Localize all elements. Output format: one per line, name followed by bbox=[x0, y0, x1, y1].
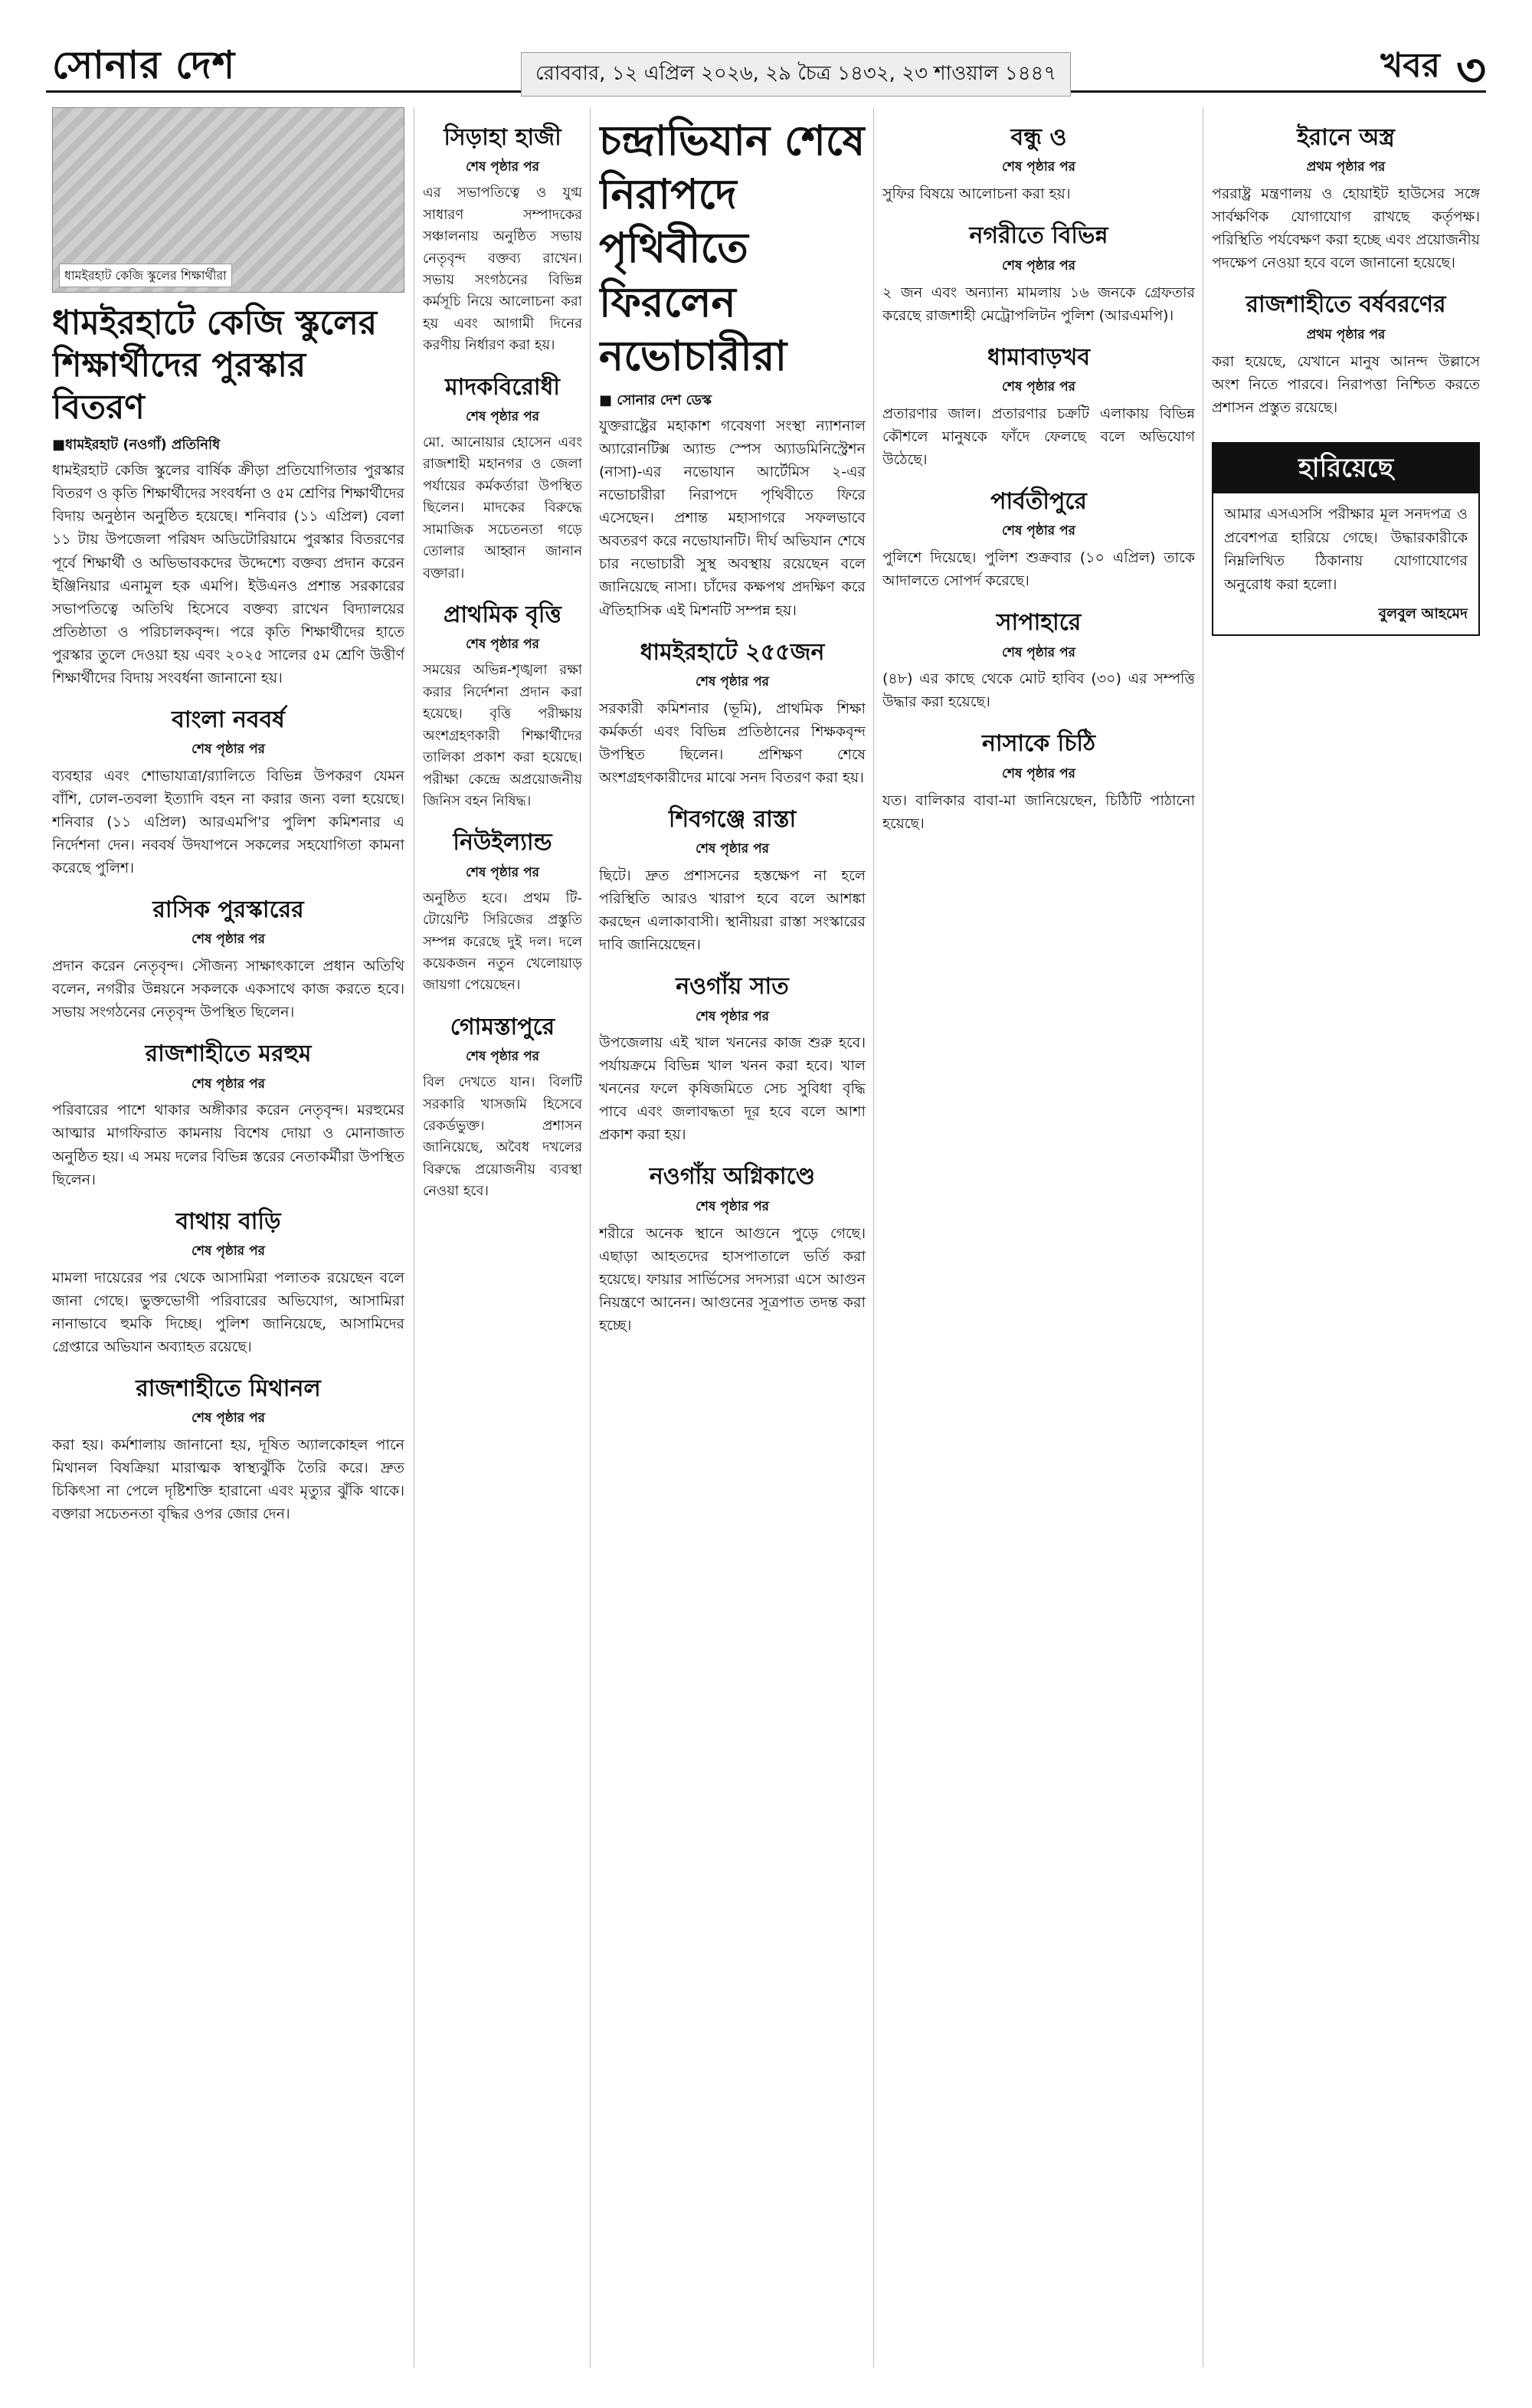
story-body: এর সভাপতিত্বে ও যুগ্ম সাধারণ সম্পাদকের সঞ্চালনায় অনুষ্ঠিত সভায় নেতৃবৃন্দ বক্তব্য রাখেন। সভায় সংগঠনের বিভিন্ন কর্মসূচি নিয়ে আলোচনা করা হয় এবং আগামী দিনের করণীয় নির্ধারণ করা হয়। bbox=[423, 185, 582, 354]
continued-label: শেষ পৃষ্ঠার পর bbox=[1002, 523, 1075, 539]
classified-body: আমার এসএসসি পরীক্ষার মূল সনদপত্র ও প্রবেশপত্র হারিয়ে গেছে। উদ্ধারকারীকে নিম্নলিখিত ঠিকানায় যোগাযোগের অনুরোধ করা হলো। bbox=[1224, 506, 1468, 593]
masthead bbox=[46, 35, 1486, 97]
story-headline: বাংলা নববর্ষ bbox=[172, 706, 285, 733]
continued-label: শেষ পৃষ্ঠার পর bbox=[192, 1076, 265, 1092]
column-2 bbox=[423, 107, 582, 2367]
continued-label: শেষ পৃষ্ঠার পর bbox=[192, 1410, 265, 1427]
continued-label: শেষ পৃষ্ঠার পর bbox=[466, 637, 539, 653]
continued-label: শেষ পৃষ্ঠার পর bbox=[1002, 765, 1075, 781]
story-body: ছিটে। দ্রুত প্রশাসনের হস্তক্ষেপ না হলে পরিস্থিতি আরও খারাপ হবে বলে আশঙ্কা করছেন এলাকাবাসী। স্থানীয়রা রাস্তা সংস্কারের দাবি জানিয়েছেন। bbox=[599, 867, 866, 954]
story-body: মো. আনোয়ার হোসেন এবং রাজশাহী মহানগর ও জেলা পর্যায়ের কর্মকর্তারা উপস্থিত ছিলেন। মাদকের বিরুদ্ধে সামাজিক সচেতনতা গড়ে তোলার আহ্বান জানান বক্তারা। bbox=[423, 434, 582, 582]
page-number: ৩ bbox=[1455, 44, 1486, 97]
photo-caption: ধামইরহাট কেজি স্কুলের শিক্ষার্থীরা bbox=[59, 264, 232, 287]
newspaper-logo: সোনার দেশ bbox=[52, 42, 236, 87]
story-body: সুফির বিষয়ে আলোচনা করা হয়। bbox=[882, 185, 1071, 203]
story-body: পুলিশে দিয়েছে। পুলিশ শুক্রবার (১০ এপ্রিল) তাকে আদালতে সোপর্দ করেছে। bbox=[882, 549, 1195, 590]
section-name: খবর bbox=[1380, 46, 1440, 85]
classified-signature: বুলবুল আহমেদ bbox=[1378, 604, 1468, 622]
story-headline: বাথায় বাড়ি bbox=[175, 1207, 281, 1235]
story-headline: রাজশাহীতে মরহুম bbox=[145, 1040, 312, 1068]
story-headline: শিবগঞ্জে রাস্তা bbox=[668, 805, 797, 833]
story-headline: গোমস্তাপুরে bbox=[450, 1013, 555, 1040]
column-rule bbox=[590, 107, 591, 2367]
story-body: উপজেলায় এই খাল খননের কাজ শুরু হবে। পর্যায়ক্রমে বিভিন্ন খাল খনন করা হবে। খাল খননের ফলে কৃষিজমিতে সেচ সুবিধা বৃদ্ধি পাবে এবং জলাবদ্ধতা দূর হবে বলে আশা প্রকাশ করা হয়। bbox=[599, 1034, 866, 1144]
classified-title: হারিয়েছে bbox=[1213, 444, 1478, 494]
story-headline: সিড়াহা হাজী bbox=[444, 124, 561, 151]
story-body: করা হয়েছে, যেখানে মানুষ আনন্দ উল্লাসে অংশ নিতে পারবে। নিরাপত্তা নিশ্চিত করতে প্রশাসন প্রস্তুত রয়েছে। bbox=[1212, 352, 1480, 416]
story-body: সরকারী কমিশনার (ভূমি), প্রাথমিক শিক্ষা কর্মকর্তা এবং বিভিন্ন প্রতিষ্ঠানের শিক্ষকবৃন্দ উপস্থিত ছিলেন। প্রশিক্ষণ শেষে অংশগ্রহণকারীদের মাঝে সনদ বিতরণ করা হয়। bbox=[599, 699, 866, 786]
continued-label: শেষ পৃষ্ঠার পর bbox=[192, 741, 265, 757]
lead-body: ধামইরহাট কেজি স্কুলের বার্ষিক ক্রীড়া প্রতিযোগিতার পুরস্কার বিতরণ ও কৃতি শিক্ষার্থীদের সংবর্ধনা ও ৫ম শ্রেণির শিক্ষার্থীদের বিদায় অনুষ্ঠান অনুষ্ঠিত হয়েছে। শনিবার (১১ এপ্রিল) বেলা ১১ টায় উপজেলা পরিষদ অডিটোরিয়ামে পুরস্কার বিতরণের পূর্বে শিক্ষার্থী ও অভিভাবকদের উদ্দেশ্যে বক্তব্য প্রদান করেন ইঞ্জিনিয়ার এনামুল হক এমপি। ইউএনও প্রশান্ত সরকারের সভাপতিত্বে অতিথি হিসেবে বক্তব্য রাখেন বিদ্যালয়ের প্রতিষ্ঠাতা ও পরিচালকবৃন্দ। পরে কৃতি শিক্ষার্থীদের হাতে পুরস্কার তুলে দেওয়া হয় এবং ২০২৫ সালের ৫ম শ্রেণি উত্তীর্ণ শিক্ষার্থীদের বিদায় সংবর্ধনা জানানো হয়। bbox=[52, 462, 404, 686]
continued-label: শেষ পৃষ্ঠার পর bbox=[192, 932, 265, 948]
story-body: ২ জন এবং অন্যান্য মামলায় ১৬ জনকে গ্রেফতার করেছে রাজশাহী মেট্রোপলিটন পুলিশ (আরএমপি)। bbox=[882, 283, 1195, 324]
column-4 bbox=[882, 107, 1195, 2367]
story-body: প্রতারণার জাল। প্রতারণার চক্রটি এলাকায় বিভিন্ন কৌশলে মানুষকে ফাঁদে ফেলছে বলে অভিযোগ উঠেছে। bbox=[882, 405, 1195, 468]
story-body: প্রদান করেন নেতৃবৃন্দ। সৌজন্য সাক্ষাৎকালে প্রধান অতিথি বলেন, নগরীর উন্নয়নে সকলকে একসাথে কাজ করতে হবে। সভায় সংগঠনের নেতৃবৃন্দ উপস্থিত ছিলেন। bbox=[52, 958, 404, 1021]
continued-label: শেষ পৃষ্ঠার পর bbox=[696, 841, 769, 857]
continued-label: শেষ পৃষ্ঠার পর bbox=[1002, 644, 1075, 660]
story-headline: প্রাথমিক বৃত্তি bbox=[444, 601, 561, 629]
column-1 bbox=[52, 107, 404, 2367]
story-headline: নগরীতে বিভিন্ন bbox=[969, 222, 1108, 250]
continued-label: শেষ পৃষ্ঠার পর bbox=[192, 1243, 265, 1259]
lead-story-headline: চন্দ্রাভিযান শেষে নিরাপদে পৃথিবীতে ফিরলেন নভোচারীরা bbox=[599, 116, 866, 380]
story-headline: নিউইল্যান্ড bbox=[453, 829, 552, 857]
story-headline: মাদকবিরোধী bbox=[444, 373, 561, 401]
story-headline: ধামইরহাটে ২৫৫জন bbox=[640, 638, 825, 666]
story-headline: ইরানে অস্ত্র bbox=[1297, 124, 1395, 151]
story-body: বিল দেখতে যান। বিলটি সরকারি খাসজমি হিসেবে রেকর্ডভুক্ত। প্রশাসন জানিয়েছে, অবৈধ দখলের বিরুদ্ধে প্রয়োজনীয় ব্যবস্থা নেওয়া হবে। bbox=[423, 1074, 582, 1200]
story-body: শরীরে অনেক স্থানে আগুনে পুড়ে গেছে। এছাড়া আহতদের হাসপাতালে ভর্তি করা হয়েছে। ফায়ার সার্ভিসের সদস্যরা এসে আগুন নিয়ন্ত্রণে আনেন। আগুনের সূত্রপাত তদন্ত করা হচ্ছে। bbox=[599, 1224, 866, 1334]
story-body: সময়ের অভিন্ন-শৃঙ্খলা রক্ষা করার নির্দেশনা প্রদান করা হয়েছে। বৃত্তি পরীক্ষায় অংশগ্রহণকারী শিক্ষার্থীদের তালিকা প্রকাশ করা হয়েছে। পরীক্ষা কেন্দ্রে অপ্রয়োজনীয় জিনিস বহন নিষিদ্ধ। bbox=[423, 662, 582, 809]
story-headline: নাসাকে চিঠি bbox=[982, 730, 1095, 758]
story-body: পররাষ্ট্র মন্ত্রণালয় ও হোয়াইট হাউসের সঙ্গে সার্বক্ষণিক যোগাযোগ রাখছে কর্তৃপক্ষ। পরিস্থিতি পর্যবেক্ষণ করা হচ্ছে এবং প্রয়োজনীয় পদক্ষেপ নেওয়া হবে বলে জানানো হয়েছে। bbox=[1212, 185, 1480, 272]
story-headline: বন্ধু ও bbox=[1010, 124, 1067, 151]
story-headline: পার্বতীপুরে bbox=[990, 487, 1087, 515]
lead-headline: ধামইরহাটে কেজি স্কুলের শিক্ষার্থীদের পুরস্কার বিতরণ bbox=[52, 303, 378, 427]
issue-date: রোববার, ১২ এপ্রিল ২০২৬, ২৯ চৈত্র ১৪৩২, ২৩ শাওয়াল ১৪৪৭ bbox=[521, 52, 1071, 97]
continued-label: শেষ পৃষ্ঠার পর bbox=[466, 159, 539, 175]
story-headline: রাসিক পুরস্কারের bbox=[152, 896, 304, 923]
story-headline: নওগাঁয় সাত bbox=[676, 973, 789, 1001]
story-body: (৪৮) এর কাছে থেকে মোট হাবিব (৩০) এর সম্পত্তি উদ্ধার করা হয়েছে। bbox=[882, 670, 1195, 711]
column-5 bbox=[1212, 107, 1480, 2367]
story-body: ব্যবহার এবং শোভাযাত্রা/র‌্যালিতে বিভিন্ন উপকরণ যেমন বাঁশি, ঢোল-তবলা ইত্যাদি বহন না করার জন্য বলা হয়েছে। শনিবার (১১ এপ্রিল) আরএমপি'র পুলিশ কমিশনার এ নির্দেশনা দেন। নববর্ষ উদযাপনে সকলের সহযোগিতা কামনা করেছে পুলিশ। bbox=[52, 767, 404, 876]
story-headline: ধামাবাড়খব bbox=[987, 343, 1091, 371]
continued-label: শেষ পৃষ্ঠার পর bbox=[696, 1008, 769, 1024]
classified-box bbox=[1212, 442, 1480, 637]
story-headline: নওগাঁয় অগ্নিকাণ্ডে bbox=[649, 1163, 816, 1191]
continued-label: শেষ পৃষ্ঠার পর bbox=[466, 1049, 539, 1065]
continued-label: শেষ পৃষ্ঠার পর bbox=[1002, 378, 1075, 395]
story-body: অনুষ্ঠিত হবে। প্রথম টি-টোয়েন্টি সিরিজের প্রস্তুতি সম্পন্ন করেছে দুই দল। দলে কয়েকজন নতুন খেলোয়াড় জায়গা পেয়েছেন। bbox=[423, 889, 582, 994]
lead-story-byline: ■ সোনার দেশ ডেস্ক bbox=[599, 392, 712, 408]
story-headline: রাজশাহীতে বর্ষবরণের bbox=[1246, 291, 1446, 319]
lead-byline: ■ধামইরহাট (নওগাঁ) প্রতিনিধি bbox=[52, 437, 221, 453]
continued-label: শেষ পৃষ্ঠার পর bbox=[1002, 257, 1075, 274]
story-body: মামলা দায়েরের পর থেকে আসামিরা পলাতক রয়েছেন বলে জানা গেছে। ভুক্তভোগী পরিবারের অভিযোগ, আসামিরা নানাভাবে হুমকি দিচ্ছে। পুলিশ জানিয়েছে, আসামিদের গ্রেপ্তারে অভিযান অব্যাহত রয়েছে। bbox=[52, 1269, 404, 1355]
lead-photo bbox=[52, 107, 404, 293]
story-body: করা হয়। কর্মশালায় জানানো হয়, দূষিত অ্যালকোহল পানে মিথানল বিষক্রিয়া মারাত্মক স্বাস্থ্যঝুঁকি তৈরি করে। দ্রুত চিকিৎসা না পেলে দৃষ্টিশক্তি হারানো এবং মৃত্যুর ঝুঁকি থাকে। বক্তারা সচেতনতা বৃদ্ধির ওপর জোর দেন। bbox=[52, 1437, 404, 1523]
continued-label: প্রথম পৃষ্ঠার পর bbox=[1306, 159, 1386, 175]
story-body: যত। বালিকার বাবা-মা জানিয়েছেন, চিঠিটি পাঠানো হয়েছে। bbox=[882, 791, 1195, 832]
story-body: পরিবারের পাশে থাকার অঙ্গীকার করেন নেতৃবৃন্দ। মরহুমের আত্মার মাগফিরাত কামনায় বিশেষ দোয়া ও মোনাজাত অনুষ্ঠিত হয়। এ সময় দলের বিভিন্ন স্তরের নেতাকর্মীরা উপস্থিত ছিলেন। bbox=[52, 1102, 404, 1188]
column-3 bbox=[599, 107, 866, 2367]
continued-label: শেষ পৃষ্ঠার পর bbox=[1002, 159, 1075, 175]
continued-label: শেষ পৃষ্ঠার পর bbox=[466, 864, 539, 880]
lead-story-body: যুক্তরাষ্ট্রের মহাকাশ গবেষণা সংস্থা ন্যাশনাল অ্যারোনটিক্স অ্যান্ড স্পেস অ্যাডমিনিস্ট্রেশন (নাসা)-এর নভোযান আর্টেমিস ২-এর নভোচারীরা নিরাপদে পৃথিবীতে ফিরে এসেছেন। প্রশান্ত মহাসাগরে সফলভাবে অবতরণ করে নভোযানটি। দীর্ঘ অভিযান শেষে চার নভোচারী সুস্থ অবস্থায় রয়েছেন বলে জানিয়েছে নাসা। চাঁদের কক্ষপথ প্রদক্ষিণ করে ঐতিহাসিক এই মিশনটি সম্পন্ন হয়। bbox=[599, 418, 866, 619]
story-headline: রাজশাহীতে মিথানল bbox=[136, 1374, 321, 1402]
continued-label: শেষ পৃষ্ঠার পর bbox=[696, 1198, 769, 1214]
continued-label: প্রথম পৃষ্ঠার পর bbox=[1306, 326, 1386, 342]
story-headline: সাপাহারে bbox=[996, 609, 1082, 637]
continued-label: শেষ পৃষ্ঠার পর bbox=[466, 409, 539, 425]
column-rule bbox=[873, 107, 874, 2367]
continued-label: শেষ পৃষ্ঠার পর bbox=[696, 673, 769, 690]
